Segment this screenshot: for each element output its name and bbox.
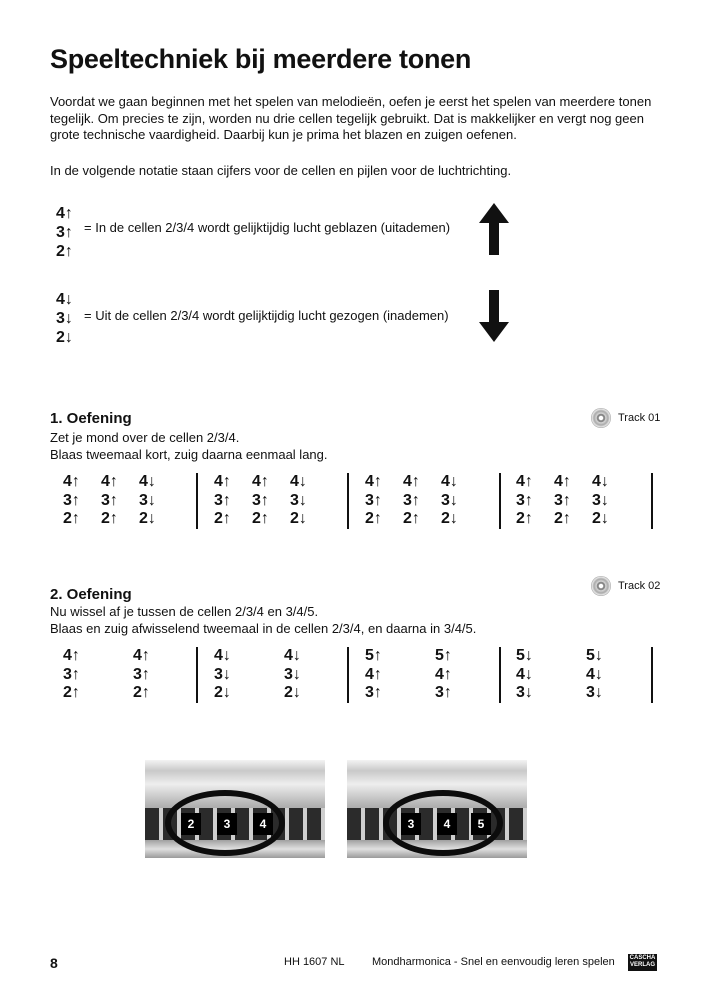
- chord-note: 4↓: [214, 647, 231, 664]
- chord: [290, 473, 307, 529]
- exercise-1-title: 1. Oefening: [50, 410, 132, 427]
- page-number: 8: [50, 955, 58, 971]
- legend-note: 3↑: [56, 224, 73, 241]
- bar-line: [651, 647, 653, 703]
- chord: [516, 473, 533, 529]
- chord-note: 2↑: [554, 510, 571, 527]
- chord-note: 3↓: [441, 491, 458, 509]
- track-label: Track 02: [618, 580, 661, 592]
- chord-note: 2↓: [214, 684, 231, 701]
- chord: [214, 647, 231, 703]
- legend-blow-text: = In de cellen 2/3/4 wordt gelijktijdig lucht geblazen (uitademen): [84, 220, 451, 235]
- hole-number: 2: [181, 813, 201, 835]
- chord-note: 4↑: [133, 647, 150, 664]
- chord: [516, 647, 533, 703]
- legend-note: 4↓: [56, 291, 73, 308]
- notation-explanation: In de volgende notatie staan cijfers voor de cellen en pijlen voor de luchtrichting.: [50, 163, 512, 178]
- chord-note: 3↓: [290, 491, 307, 509]
- legend-draw-notes: [56, 290, 73, 347]
- hole-number: 4: [253, 813, 273, 835]
- hole-number: 3: [217, 813, 237, 835]
- chord-note: 3↑: [435, 684, 452, 701]
- bar-line: [347, 647, 349, 703]
- chord: [554, 473, 571, 529]
- chord-note: 4↑: [554, 473, 571, 490]
- chord-note: 2↑: [403, 510, 420, 527]
- chord-note: 3↑: [365, 491, 382, 509]
- chord-note: 3↑: [365, 684, 382, 701]
- chord-note: 2↓: [290, 510, 307, 527]
- bar-line: [196, 647, 198, 703]
- chord-note: 3↑: [554, 491, 571, 509]
- chord-note: 4↑: [516, 473, 533, 490]
- track-label: Track 01: [618, 412, 661, 424]
- harmonica-image-cells-2-3-4: [145, 760, 325, 870]
- exercise-1-notation: [50, 473, 655, 529]
- chord-note: 2↓: [284, 684, 301, 701]
- arrow-up-icon: [478, 203, 510, 257]
- chord-note: 3↓: [586, 684, 603, 701]
- chord-note: 3↑: [516, 491, 533, 509]
- chord-note: 2↑: [101, 510, 118, 527]
- highlight-ring: [383, 790, 503, 856]
- chord-note: 2↑: [63, 510, 80, 527]
- chord-note: 3↑: [403, 491, 420, 509]
- chord-note: 4↓: [290, 473, 307, 490]
- bar-line: [196, 473, 198, 529]
- legend-note: 2↑: [56, 243, 73, 260]
- publisher-logo: CASCHA VERLAG: [628, 954, 657, 971]
- chord-note: 2↓: [139, 510, 156, 527]
- highlight-ring: [165, 790, 285, 856]
- intro-paragraph: Voordat we gaan beginnen met het spelen van melodieën, oefen je eerst het spelen van meerdere tonen tegelijk. Om precies te zijn, worden nu drie cellen tegelijk gebruikt. Dat is makkelijker en vergt nog geen grote technische vaardigheid. Daarbij kun je prima het blazen en zuigen oefenen.: [50, 94, 652, 142]
- bar-line: [499, 647, 501, 703]
- chord-note: 3↑: [101, 491, 118, 509]
- chord-note: 3↑: [63, 665, 80, 683]
- hole-number: 4: [437, 813, 457, 835]
- arrow-down-icon: [478, 290, 510, 344]
- chord-note: 4↑: [365, 665, 382, 683]
- chord-note: 3↑: [63, 491, 80, 509]
- chord-note: 2↑: [214, 510, 231, 527]
- chord: [133, 647, 150, 703]
- exercise-1-instruction: Zet je mond over de cellen 2/3/4.: [50, 430, 240, 445]
- chord-note: 5↑: [365, 647, 382, 664]
- chord-note: 3↑: [252, 491, 269, 509]
- bar-line: [651, 473, 653, 529]
- chord-note: 4↑: [63, 647, 80, 664]
- chord-note: 4↓: [441, 473, 458, 490]
- chord-note: 4↑: [63, 473, 80, 490]
- chord-note: 3↓: [139, 491, 156, 509]
- legend-draw-text: = Uit de cellen 2/3/4 wordt gelijktijdig lucht gezogen (inademen): [84, 308, 449, 323]
- page-title: Speeltechniek bij meerdere tonen: [50, 44, 472, 74]
- chord: [252, 473, 269, 529]
- chord-note: 3↓: [592, 491, 609, 509]
- chord-note: 4↓: [284, 647, 301, 664]
- chord-note: 3↓: [214, 665, 231, 683]
- hole-number: 3: [401, 813, 421, 835]
- chord-note: 5↓: [516, 647, 533, 664]
- chord-note: 4↓: [592, 473, 609, 490]
- chord: [365, 647, 382, 703]
- chord-note: 4↓: [139, 473, 156, 490]
- chord-note: 2↑: [63, 684, 80, 701]
- chord-note: 4↓: [586, 665, 603, 683]
- chord: [214, 473, 231, 529]
- chord: [441, 473, 458, 529]
- bar-line: [347, 473, 349, 529]
- bar-line: [499, 473, 501, 529]
- chord-note: 4↓: [516, 665, 533, 683]
- legend-note: 3↓: [56, 310, 73, 327]
- harmonica-image-cells-3-4-5: [347, 760, 527, 870]
- chord-note: 4↑: [365, 473, 382, 490]
- chord-note: 3↓: [516, 684, 533, 701]
- chord: [284, 647, 301, 703]
- chord-note: 2↑: [133, 684, 150, 701]
- chord: [101, 473, 118, 529]
- chord-note: 4↑: [252, 473, 269, 490]
- chord-note: 5↓: [586, 647, 603, 664]
- hole-number: 5: [471, 813, 491, 835]
- exercise-2-instruction: Nu wissel af je tussen de cellen 2/3/4 en 3/4/5.: [50, 604, 319, 619]
- chord-note: 3↓: [284, 665, 301, 683]
- chord: [63, 473, 80, 529]
- legend-blow-notes: [56, 204, 73, 261]
- chord-note: 2↑: [365, 510, 382, 527]
- chord: [139, 473, 156, 529]
- footer-book-title: Mondharmonica - Snel en eenvoudig leren spelen: [372, 956, 615, 968]
- chord-note: 4↑: [435, 665, 452, 683]
- chord-note: 2↓: [592, 510, 609, 527]
- chord-note: 4↑: [214, 473, 231, 490]
- chord: [592, 473, 609, 529]
- footer-code: HH 1607 NL: [284, 956, 345, 968]
- cd-icon: [591, 576, 611, 596]
- chord: [365, 473, 382, 529]
- exercise-1-instruction: Blaas tweemaal kort, zuig daarna eenmaal lang.: [50, 447, 328, 462]
- chord-note: 4↑: [101, 473, 118, 490]
- chord: [435, 647, 452, 703]
- chord-note: 5↑: [435, 647, 452, 664]
- legend-note: 4↑: [56, 205, 73, 222]
- exercise-2-instruction: Blaas en zuig afwisselend tweemaal in de cellen 2/3/4, en daarna in 3/4/5.: [50, 621, 477, 636]
- chord: [63, 647, 80, 703]
- track-02[interactable]: [591, 576, 660, 596]
- chord: [403, 473, 420, 529]
- cd-icon: [591, 408, 611, 428]
- chord-note: 2↓: [441, 510, 458, 527]
- track-01[interactable]: [591, 408, 660, 428]
- legend-note: 2↓: [56, 329, 73, 346]
- chord: [586, 647, 603, 703]
- chord-note: 3↑: [214, 491, 231, 509]
- chord-note: 3↑: [133, 665, 150, 683]
- exercise-2-notation: [50, 647, 655, 703]
- chord-note: 2↑: [516, 510, 533, 527]
- exercise-2-title: 2. Oefening: [50, 586, 132, 603]
- chord-note: 2↑: [252, 510, 269, 527]
- chord-note: 4↑: [403, 473, 420, 490]
